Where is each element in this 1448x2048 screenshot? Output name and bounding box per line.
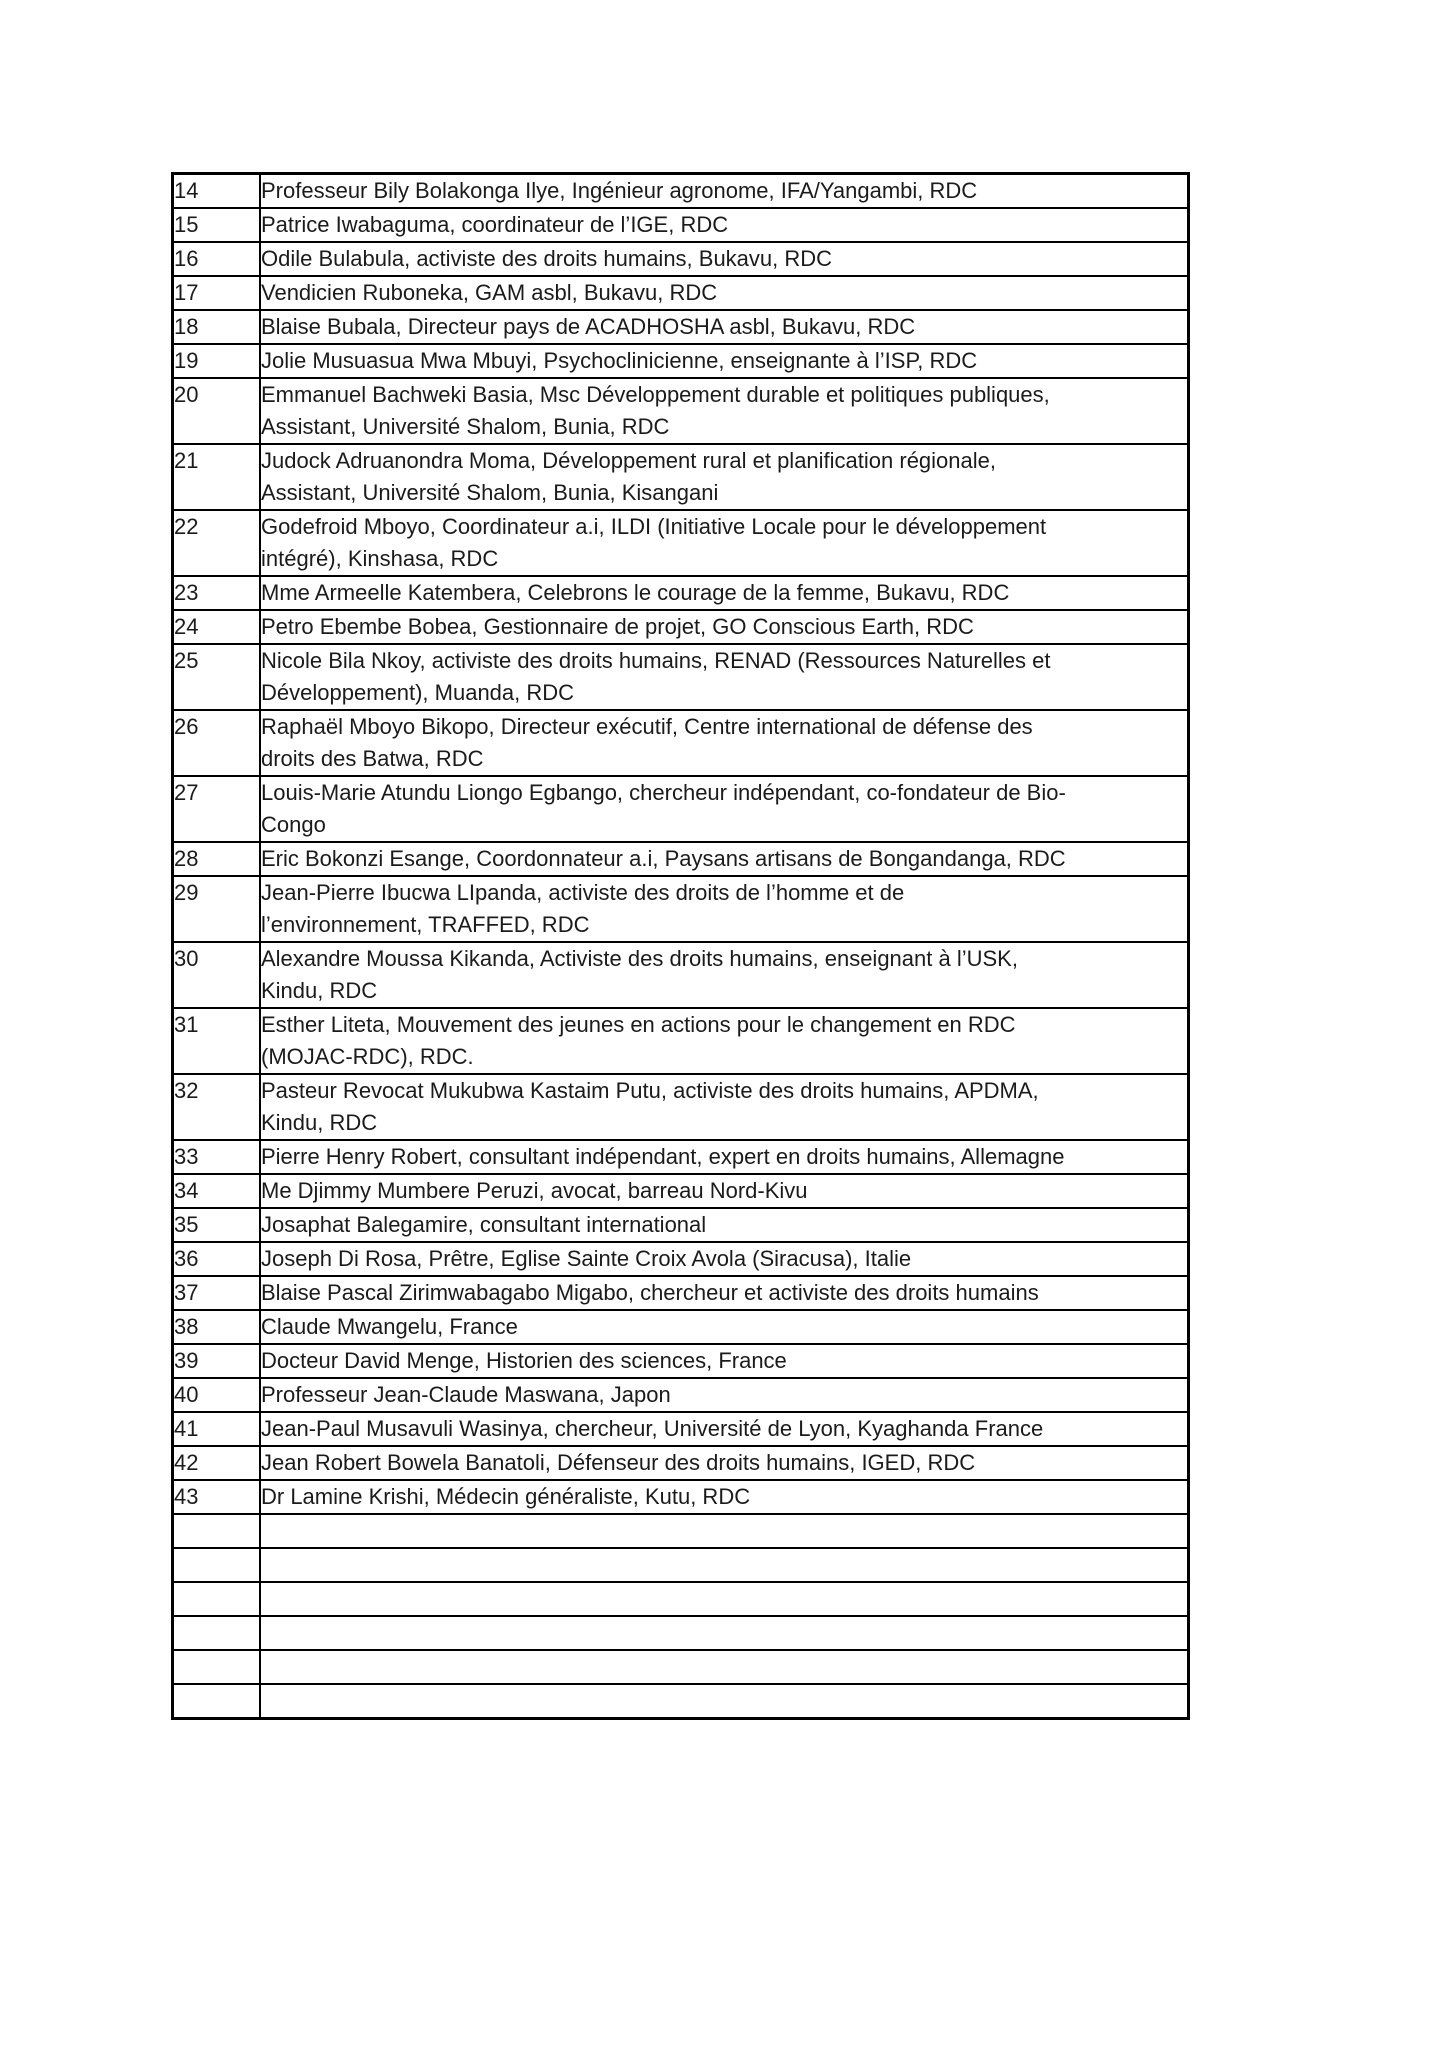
row-text-line: Petro Ebembe Bobea, Gestionnaire de projet, GO Conscious Earth, RDC [261, 614, 974, 639]
row-text-line: Josaphat Balegamire, consultant international [261, 1212, 707, 1237]
row-number-cell: 25 [173, 644, 261, 710]
row-text-cell [260, 1650, 1189, 1684]
row-text-line: Dr Lamine Krishi, Médecin généraliste, Kutu, RDC [261, 1484, 751, 1509]
row-number-cell: 37 [173, 1276, 261, 1310]
table-row [173, 1276, 1189, 1310]
table-row [173, 710, 1189, 776]
row-text-line: Assistant, Université Shalom, Bunia, Kisangani [261, 480, 719, 505]
row-text-cell [260, 444, 1189, 510]
table-row [173, 610, 1189, 644]
row-text-line: Patrice Iwabaguma, coordinateur de l’IGE, RDC [261, 212, 729, 237]
row-number-cell: 43 [173, 1480, 261, 1514]
row-text-cell [260, 378, 1189, 444]
row-text-line: Blaise Pascal Zirimwabagabo Migabo, chercheur et activiste des droits humains [261, 1280, 1039, 1305]
row-number-cell: 30 [173, 942, 261, 1008]
table-row [173, 1140, 1189, 1174]
row-text-cell [260, 1140, 1189, 1174]
row-number-cell [173, 1582, 261, 1616]
row-number-cell: 17 [173, 276, 261, 310]
table-row [173, 242, 1189, 276]
row-text-line: Vendicien Ruboneka, GAM asbl, Bukavu, RDC [261, 280, 718, 305]
row-text-line: Godefroid Mboyo, Coordinateur a.i, ILDI (Initiative Locale pour le développement [261, 514, 1047, 539]
row-text-line: Claude Mwangelu, France [261, 1314, 518, 1339]
row-number-cell: 42 [173, 1446, 261, 1480]
row-number-cell [173, 1650, 261, 1684]
row-text-line: Congo [261, 812, 326, 837]
row-text-line: droits des Batwa, RDC [261, 746, 484, 771]
signatories-table [171, 172, 1190, 1720]
row-number-cell: 24 [173, 610, 261, 644]
row-text-cell [260, 242, 1189, 276]
row-number-cell: 35 [173, 1208, 261, 1242]
table-row [173, 1514, 1189, 1548]
table-row [173, 1446, 1189, 1480]
row-text-line: Esther Liteta, Mouvement des jeunes en actions pour le changement en RDC [261, 1012, 1016, 1037]
row-text-cell [260, 208, 1189, 242]
row-text-line: Raphaël Mboyo Bikopo, Directeur exécutif, Centre international de défense des [261, 714, 1033, 739]
row-text-cell [260, 776, 1189, 842]
row-text-cell [260, 1008, 1189, 1074]
table-row [173, 344, 1189, 378]
table-row [173, 776, 1189, 842]
table-row [173, 378, 1189, 444]
row-text-cell [260, 1174, 1189, 1208]
row-text-cell [260, 1074, 1189, 1140]
row-text-cell [260, 1276, 1189, 1310]
row-number-cell: 29 [173, 876, 261, 942]
row-number-cell: 18 [173, 310, 261, 344]
table-row [173, 1310, 1189, 1344]
table-row [173, 576, 1189, 610]
row-number-cell: 40 [173, 1378, 261, 1412]
row-number-cell: 14 [173, 174, 261, 209]
row-text-line: (MOJAC-RDC), RDC. [261, 1044, 474, 1069]
row-text-line: Développement), Muanda, RDC [261, 680, 575, 705]
row-text-line: Docteur David Menge, Historien des sciences, France [261, 1348, 787, 1373]
row-text-cell [260, 1480, 1189, 1514]
table-row [173, 1616, 1189, 1650]
row-text-line: Professeur Bily Bolakonga Ilye, Ingénieur agronome, IFA/Yangambi, RDC [261, 178, 978, 203]
row-text-line: Pasteur Revocat Mukubwa Kastaim Putu, activiste des droits humains, APDMA, [261, 1078, 1039, 1103]
row-text-line: intégré), Kinshasa, RDC [261, 546, 499, 571]
table-row [173, 876, 1189, 942]
row-text-cell [260, 942, 1189, 1008]
table-row [173, 510, 1189, 576]
row-text-line: l’environnement, TRAFFED, RDC [261, 912, 590, 937]
row-text-line: Assistant, Université Shalom, Bunia, RDC [261, 414, 670, 439]
row-text-cell [260, 1616, 1189, 1650]
row-text-cell [260, 610, 1189, 644]
table-row [173, 1344, 1189, 1378]
row-number-cell: 15 [173, 208, 261, 242]
row-text-cell [260, 1208, 1189, 1242]
table-row [173, 1378, 1189, 1412]
row-number-cell: 21 [173, 444, 261, 510]
row-text-cell [260, 1242, 1189, 1276]
row-text-line: Joseph Di Rosa, Prêtre, Eglise Sainte Croix Avola (Siracusa), Italie [261, 1246, 912, 1271]
row-number-cell: 36 [173, 1242, 261, 1276]
row-number-cell [173, 1548, 261, 1582]
row-text-line: Kindu, RDC [261, 1110, 378, 1135]
table-row [173, 1684, 1189, 1719]
row-text-cell [260, 842, 1189, 876]
row-number-cell: 27 [173, 776, 261, 842]
row-text-cell [260, 1412, 1189, 1446]
table-row [173, 1412, 1189, 1446]
row-number-cell: 34 [173, 1174, 261, 1208]
table-row [173, 174, 1189, 209]
row-number-cell: 28 [173, 842, 261, 876]
row-number-cell [173, 1684, 261, 1719]
row-number-cell: 31 [173, 1008, 261, 1074]
table-row [173, 1650, 1189, 1684]
row-number-cell: 20 [173, 378, 261, 444]
row-number-cell: 39 [173, 1344, 261, 1378]
row-text-line: Jolie Musuasua Mwa Mbuyi, Psychoclinicienne, enseignante à l’ISP, RDC [261, 348, 978, 373]
row-text-cell [260, 1548, 1189, 1582]
row-text-line: Me Djimmy Mumbere Peruzi, avocat, barreau Nord-Kivu [261, 1178, 808, 1203]
row-text-line: Kindu, RDC [261, 978, 378, 1003]
row-text-cell [260, 310, 1189, 344]
table-row [173, 644, 1189, 710]
table-row [173, 1074, 1189, 1140]
table-row [173, 1548, 1189, 1582]
table-row [173, 444, 1189, 510]
table-row [173, 208, 1189, 242]
row-text-line: Judock Adruanondra Moma, Développement rural et planification régionale, [261, 448, 996, 473]
row-text-cell [260, 1310, 1189, 1344]
row-text-cell [260, 1378, 1189, 1412]
table-row [173, 1008, 1189, 1074]
row-text-cell [260, 710, 1189, 776]
row-number-cell: 22 [173, 510, 261, 576]
row-text-cell [260, 644, 1189, 710]
row-text-cell [260, 876, 1189, 942]
row-text-cell [260, 1684, 1189, 1719]
row-text-cell [260, 1582, 1189, 1616]
row-number-cell: 38 [173, 1310, 261, 1344]
row-text-line: Louis-Marie Atundu Liongo Egbango, chercheur indépendant, co-fondateur de Bio- [261, 780, 1066, 805]
row-text-cell [260, 276, 1189, 310]
row-text-line: Jean Robert Bowela Banatoli, Défenseur des droits humains, IGED, RDC [261, 1450, 976, 1475]
table-row [173, 842, 1189, 876]
row-number-cell: 33 [173, 1140, 261, 1174]
row-text-line: Professeur Jean-Claude Maswana, Japon [261, 1382, 671, 1407]
table-row [173, 1208, 1189, 1242]
row-text-line: Emmanuel Bachweki Basia, Msc Développement durable et politiques publiques, [261, 382, 1050, 407]
table-row [173, 1174, 1189, 1208]
row-text-line: Odile Bulabula, activiste des droits humains, Bukavu, RDC [261, 246, 833, 271]
table-row [173, 1480, 1189, 1514]
row-text-cell [260, 344, 1189, 378]
row-number-cell: 26 [173, 710, 261, 776]
table-row [173, 1242, 1189, 1276]
row-text-cell [260, 174, 1189, 209]
row-text-cell [260, 1344, 1189, 1378]
table-row [173, 942, 1189, 1008]
row-number-cell: 23 [173, 576, 261, 610]
row-text-cell [260, 510, 1189, 576]
row-text-cell [260, 1446, 1189, 1480]
table-row [173, 310, 1189, 344]
row-text-cell [260, 576, 1189, 610]
row-text-cell [260, 1514, 1189, 1548]
row-text-line: Jean-Paul Musavuli Wasinya, chercheur, Université de Lyon, Kyaghanda France [261, 1416, 1044, 1441]
row-number-cell [173, 1616, 261, 1650]
row-text-line: Jean-Pierre Ibucwa LIpanda, activiste des droits de l’homme et de [261, 880, 905, 905]
row-number-cell [173, 1514, 261, 1548]
row-number-cell: 32 [173, 1074, 261, 1140]
row-text-line: Eric Bokonzi Esange, Coordonnateur a.i, Paysans artisans de Bongandanga, RDC [261, 846, 1066, 871]
row-number-cell: 16 [173, 242, 261, 276]
table-body [173, 174, 1189, 1719]
row-text-line: Nicole Bila Nkoy, activiste des droits humains, RENAD (Ressources Naturelles et [261, 648, 1051, 673]
row-number-cell: 41 [173, 1412, 261, 1446]
table-row [173, 1582, 1189, 1616]
row-text-line: Alexandre Moussa Kikanda, Activiste des droits humains, enseignant à l’USK, [261, 946, 1018, 971]
row-text-line: Mme Armeelle Katembera, Celebrons le courage de la femme, Bukavu, RDC [261, 580, 1010, 605]
table-row [173, 276, 1189, 310]
row-text-line: Blaise Bubala, Directeur pays de ACADHOSHA asbl, Bukavu, RDC [261, 314, 916, 339]
row-text-line: Pierre Henry Robert, consultant indépendant, expert en droits humains, Allemagne [261, 1144, 1065, 1169]
row-number-cell: 19 [173, 344, 261, 378]
